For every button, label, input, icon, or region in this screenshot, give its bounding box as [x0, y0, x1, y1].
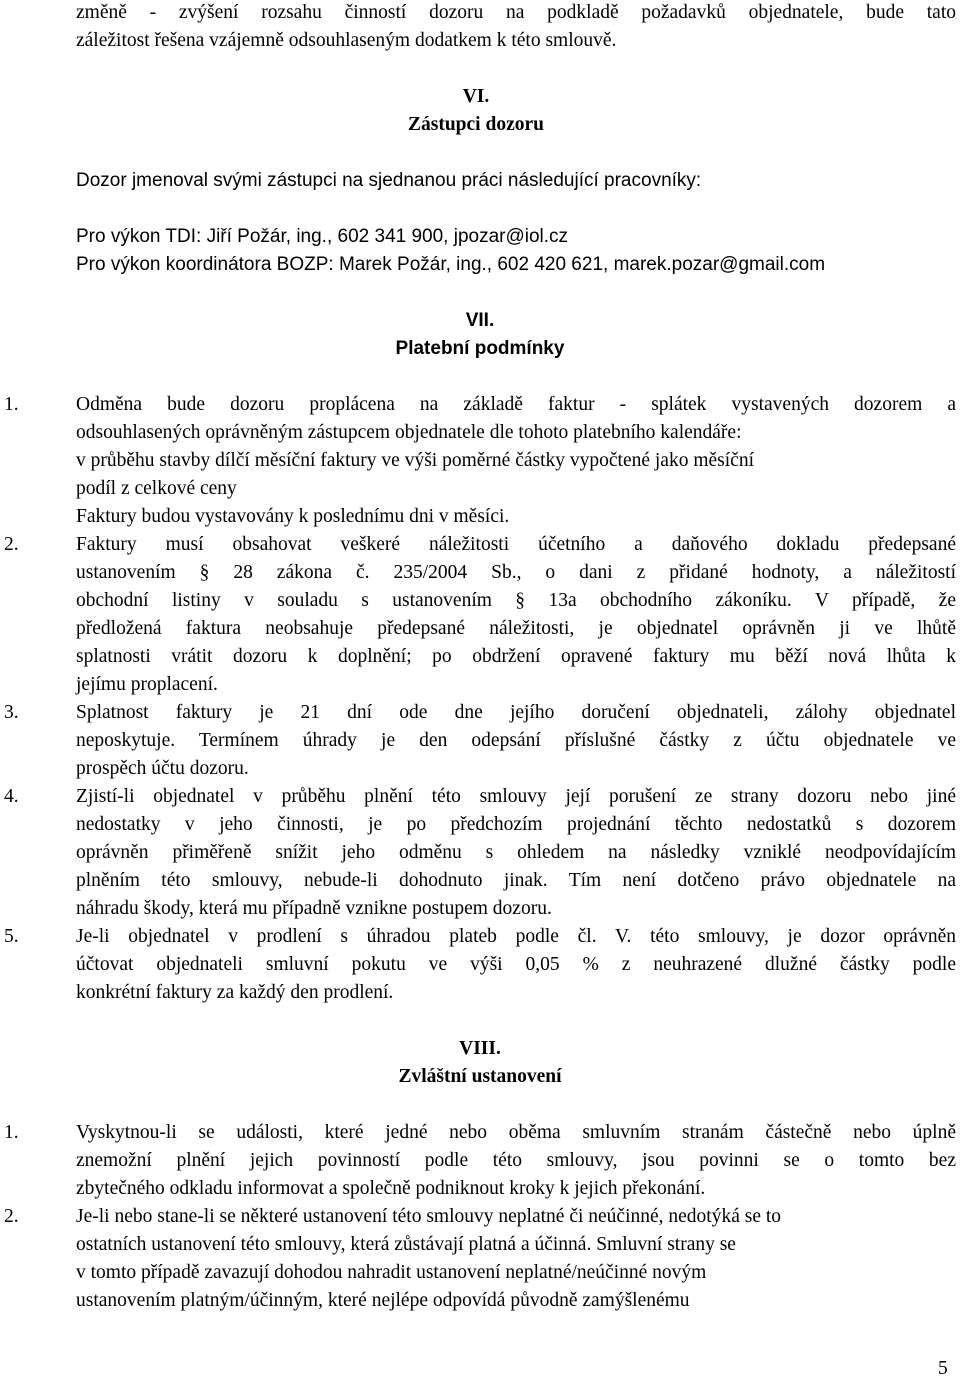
representative-bozp: Pro výkon koordinátora BOZP: Marek Požár, ing., 602 420 621, marek.pozar@gmail.com: [76, 254, 826, 275]
section-8-title: Zvláštní ustanovení: [398, 1066, 562, 1087]
section-7-item-4-line: Zjistí-li objednatel v průběhu plnění této smlouvy její porušení ze strany dozoru nebo jiné: [76, 786, 956, 807]
section-7-item-1-line: podíl z celkové ceny: [76, 478, 237, 499]
representative-tdi: Pro výkon TDI: Jiří Požár, ing., 602 341 900, jpozar@iol.cz: [76, 226, 569, 247]
section-7-title: Platební podmínky: [395, 338, 565, 359]
section-7-item-5-line: konkrétní faktury za každý den prodlení.: [76, 982, 394, 1003]
section-7-item-2-line: Faktury musí obsahovat veškeré náležitosti účetního a daňového dokladu předepsané: [76, 534, 956, 555]
section-7-item-2-line: jejímu proplacení.: [76, 674, 218, 695]
section-7-item-5-line: účtovat objednateli smluvní pokutu ve výši 0,05 % z neuhrazené dlužné částky podle: [76, 954, 956, 975]
section-7-number: VII.: [465, 310, 495, 331]
section-7-item-2-line: ustanovením § 28 zákona č. 235/2004 Sb., o dani z přidané hodnoty, a náležitostí: [76, 562, 956, 583]
section-7-item-5-number: 5.: [4, 926, 19, 947]
section-8-item-2-line: v tomto případě zavazují dohodou nahradit ustanovení neplatné/neúčinné novým: [76, 1262, 707, 1283]
intro-line-1: změně - zvýšení rozsahu činností dozoru na podkladě požadavků objednatele, bude tato: [76, 2, 956, 23]
section-7-item-2-line: předložená faktura neobsahuje předepsané náležitosti, je objednatel oprávněn ji ve lhůtě: [76, 618, 956, 639]
section-8-item-2-number: 2.: [4, 1206, 19, 1227]
section-6-title: Zástupci dozoru: [408, 114, 544, 135]
page-number: 5: [938, 1358, 948, 1379]
section-7-item-5-line: Je-li objednatel v prodlení s úhradou plateb podle čl. V. této smlouvy, je dozor oprávněn: [76, 926, 956, 947]
section-7-item-2-number: 2.: [4, 534, 19, 555]
section-7-item-1-line: Faktury budou vystavovány k poslednímu dni v měsíci.: [76, 506, 510, 527]
section-7-item-1-line: Odměna bude dozoru proplácena na základě faktur - splátek vystavených dozorem a: [76, 394, 956, 415]
section-8-item-2-line: ustanovením platným/účinným, které nejlépe odpovídá původně zamýšlenému: [76, 1290, 690, 1311]
section-8-item-2-line: ostatních ustanovení této smlouvy, která zůstávají platná a účinná. Smluvní strany se: [76, 1234, 736, 1255]
section-7-item-1-number: 1.: [4, 394, 19, 415]
section-8-item-2-line: Je-li nebo stane-li se některé ustanovení této smlouvy neplatné či neúčinné, nedotýká se to: [76, 1206, 782, 1227]
section-8-item-1-line: Vyskytnou-li se události, které jedné nebo oběma smluvním stranám částečně nebo úplně: [76, 1122, 956, 1143]
section-7-item-3-line: prospěch účtu dozoru.: [76, 758, 249, 779]
intro-line-2: záležitost řešena vzájemně odsouhlaseným dodatkem k této smlouvě.: [76, 30, 617, 51]
section-7-item-1-line: v průběhu stavby dílčí měsíční faktury ve výši poměrné částky vypočtené jako měsíční: [76, 450, 754, 471]
section-7-item-4-number: 4.: [4, 786, 19, 807]
section-7-item-4-line: náhradu škody, která mu případně vznikne postupem dozoru.: [76, 898, 552, 919]
section-8-item-1-line: znemožní plnění jejich povinností podle této smlouvy, jsou povinni se o tomto bez: [76, 1150, 956, 1171]
section-6-lead: Dozor jmenoval svými zástupci na sjednanou práci následující pracovníky:: [76, 170, 702, 191]
section-7-item-2-line: obchodní listiny v souladu s ustanovením § 13a obchodního zákoníku. V případě, že: [76, 590, 956, 611]
section-7-item-4-line: nedostatky v jeho činnosti, je po předchozím projednání těchto nedostatků s dozorem: [76, 814, 956, 835]
section-7-item-3-line: Splatnost faktury je 21 dní ode dne jejího doručení objednateli, zálohy objednatel: [76, 702, 956, 723]
section-6-number: VI.: [462, 86, 490, 107]
section-7-item-2-line: splatnosti vrátit dozoru k doplnění; po obdržení opravené faktury mu běží nová lhůta k: [76, 646, 956, 667]
section-7-item-4-line: oprávněn přiměřeně snížit jeho odměnu s ohledem na následky vzniklé neodpovídajícím: [76, 842, 956, 863]
section-7-item-4-line: plněním této smlouvy, nebude-li dohodnuto jinak. Tím není dotčeno právo objednatele na: [76, 870, 956, 891]
section-8-number: VIII.: [459, 1038, 501, 1059]
section-7-item-1-line: odsouhlasených oprávněným zástupcem objednatele dle tohoto platebního kalendáře:: [76, 422, 742, 443]
section-8-item-1-line: zbytečného odkladu informovat a společně podniknout kroky k jejich překonání.: [76, 1178, 706, 1199]
section-8-item-1-number: 1.: [4, 1122, 19, 1143]
section-7-item-3-number: 3.: [4, 702, 19, 723]
section-7-item-3-line: neposkytuje. Termínem úhrady je den odepsání příslušné částky z účtu objednatele ve: [76, 730, 956, 751]
